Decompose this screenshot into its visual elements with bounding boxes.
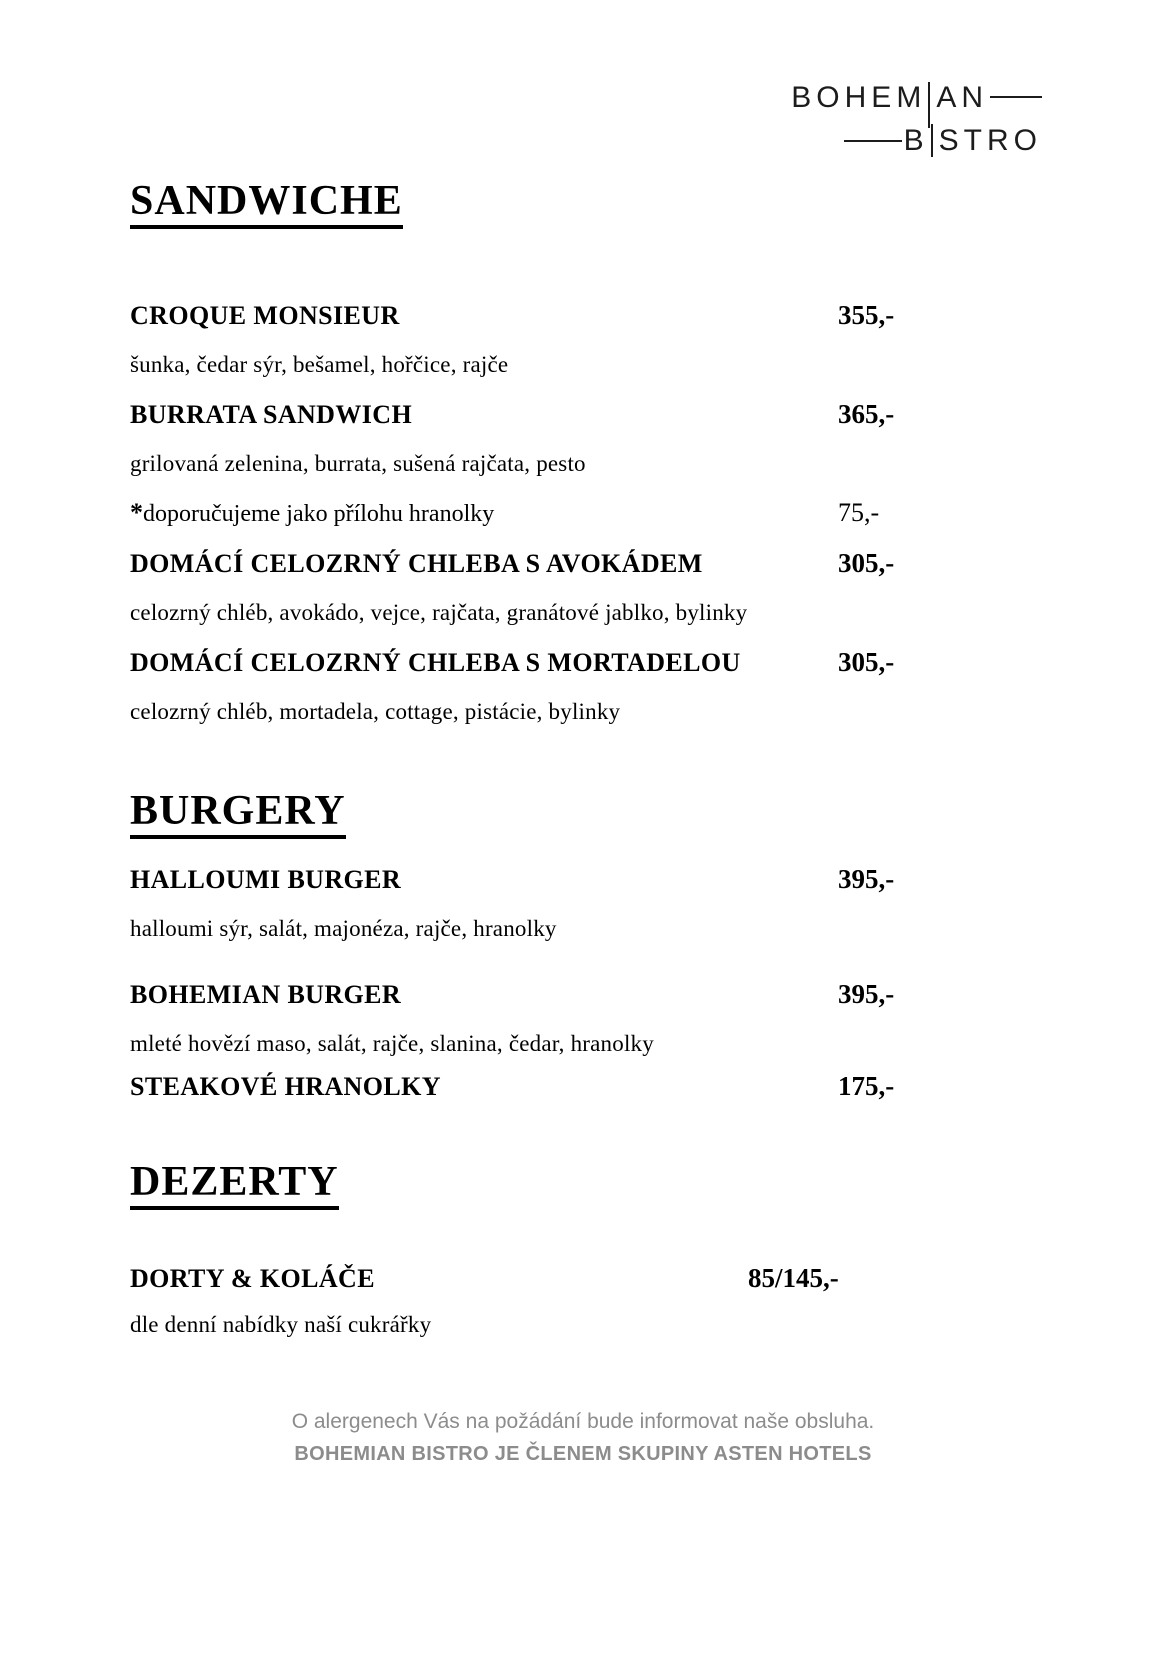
note-asterisk: * [130,498,143,527]
item-name: DOMÁCÍ CELOZRNÝ CHLEBA S AVOKÁDEM [130,549,703,578]
menu-item-row [130,1070,902,1103]
logo-i-bar-top [928,82,930,128]
section-sandwiche [130,178,902,728]
section-title-dezerty: DEZERTY [130,1159,339,1210]
menu-item-row [130,547,902,580]
menu-item-row [130,978,902,1011]
item-name: BURRATA SANDWICH [130,400,413,429]
item-description: celozrný chléb, avokádo, vejce, rajčata, granátové jablko, bylinky [130,600,748,625]
logo-text-b: B [903,124,929,157]
allergen-note: O alergenech Vás na požádání bude informovat naše obsluha. [291,1410,875,1433]
logo-line-1 [791,74,1042,120]
item-description: šunka, čedar sýr, bešamel, hořčice, rajče [130,352,509,377]
logo-text-stro: STRO [938,124,1042,157]
membership-note: BOHEMIAN BISTRO JE ČLENEM SKUPINY ASTEN HOTELS [294,1443,872,1465]
item-price: 305,- [838,548,895,578]
item-price: 75,- [838,498,880,527]
item-price: 355,- [838,300,895,330]
bohemian-bistro-logo [791,74,1042,157]
item-description: dle denní nabídky naší cukrářky [130,1312,432,1337]
item-price: 305,- [838,647,895,677]
logo-text-bohem: BOHEM [791,80,927,114]
item-description: halloumi sýr, salát, majonéza, rajče, hranolky [130,916,557,941]
section-title-sandwiche: SANDWICHE [130,178,403,229]
menu-item-row [130,863,902,896]
logo-rule-right [990,96,1042,98]
menu-item-row [130,398,902,431]
section-title-burgery: BURGERY [130,788,346,839]
item-description: grilovaná zelenina, burrata, sušená rajčata, pesto [130,451,586,476]
menu-item-row [130,1262,902,1295]
logo-line-2 [791,124,1042,157]
section-dezerty [130,1159,902,1341]
page-footer [0,1408,1166,1466]
item-description: mleté hovězí maso, salát, rajče, slanina, čedar, hranolky [130,1031,654,1056]
item-name: HALLOUMI BURGER [130,865,402,894]
note-text [130,497,838,530]
logo-text-an: AN [936,80,988,114]
menu-content [130,178,902,1341]
item-price: 395,- [838,864,895,894]
item-price: 395,- [838,979,895,1009]
item-name: CROQUE MONSIEUR [130,301,400,330]
item-name: BOHEMIAN BURGER [130,980,402,1009]
item-price: 175,- [838,1071,895,1101]
item-name: DOMÁCÍ CELOZRNÝ CHLEBA S MORTADELOU [130,648,741,677]
logo-rule-left [844,140,902,142]
item-name: STEAKOVÉ HRANOLKY [130,1072,441,1101]
item-price: 365,- [838,399,895,429]
menu-note-row [130,497,902,530]
item-description: celozrný chléb, mortadela, cottage, pistácie, bylinky [130,699,621,724]
item-name: DORTY & KOLÁČE [130,1264,375,1293]
menu-item-row [130,646,902,679]
section-burgery [130,788,902,1103]
note-label: doporučujeme jako přílohu hranolky [143,501,495,527]
logo-i-bar-bottom [931,124,933,157]
menu-item-row [130,299,902,332]
item-price: 85/145,- [748,1263,839,1293]
